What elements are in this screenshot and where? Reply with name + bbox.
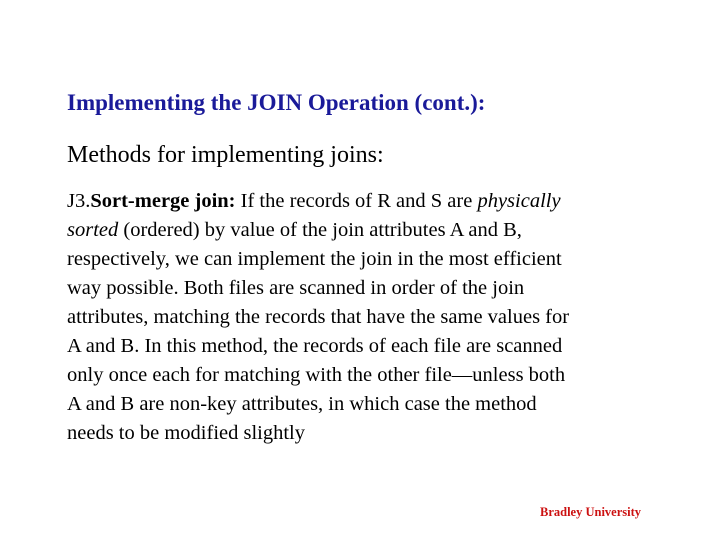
body-text-segment: only once each for matching with the other file—unless both [67,364,566,386]
body-line [67,332,667,361]
body-text-segment: way possible. Both files are scanned in order of the join [67,277,525,299]
body-text-segment: attributes, matching the records that have the same values for [67,306,570,328]
body-line [67,245,667,274]
body-text-segment: A and B. In this method, the records of each file are scanned [67,335,563,357]
body-text-segment: (ordered) by value of the join attributes A and B, [118,219,522,241]
slide-subtitle: Methods for implementing joins: [67,142,384,168]
body-line [67,274,667,303]
body-text-segment: A and B are non-key attributes, in which case the method [67,393,537,415]
body-text-segment: needs to be modified slightly [67,422,305,444]
body-line [67,361,667,390]
body-text-segment: respectively, we can implement the join in the most efficient [67,248,562,270]
body-text-segment: J3. [67,190,91,212]
footer-university-name: Bradley University [540,505,642,519]
body-paragraph [67,187,667,448]
body-text-segment: Sort-merge join: [90,190,236,212]
body-text-segment: If the records of R and S are [235,190,478,212]
body-text-segment: sorted [67,219,119,241]
body-line [67,187,667,216]
slide-title: Implementing the JOIN Operation (cont.): [67,90,486,115]
body-line [67,390,667,419]
body-line [67,303,667,332]
body-line [67,419,667,448]
body-line [67,216,667,245]
body-text-segment: physically [477,190,561,212]
